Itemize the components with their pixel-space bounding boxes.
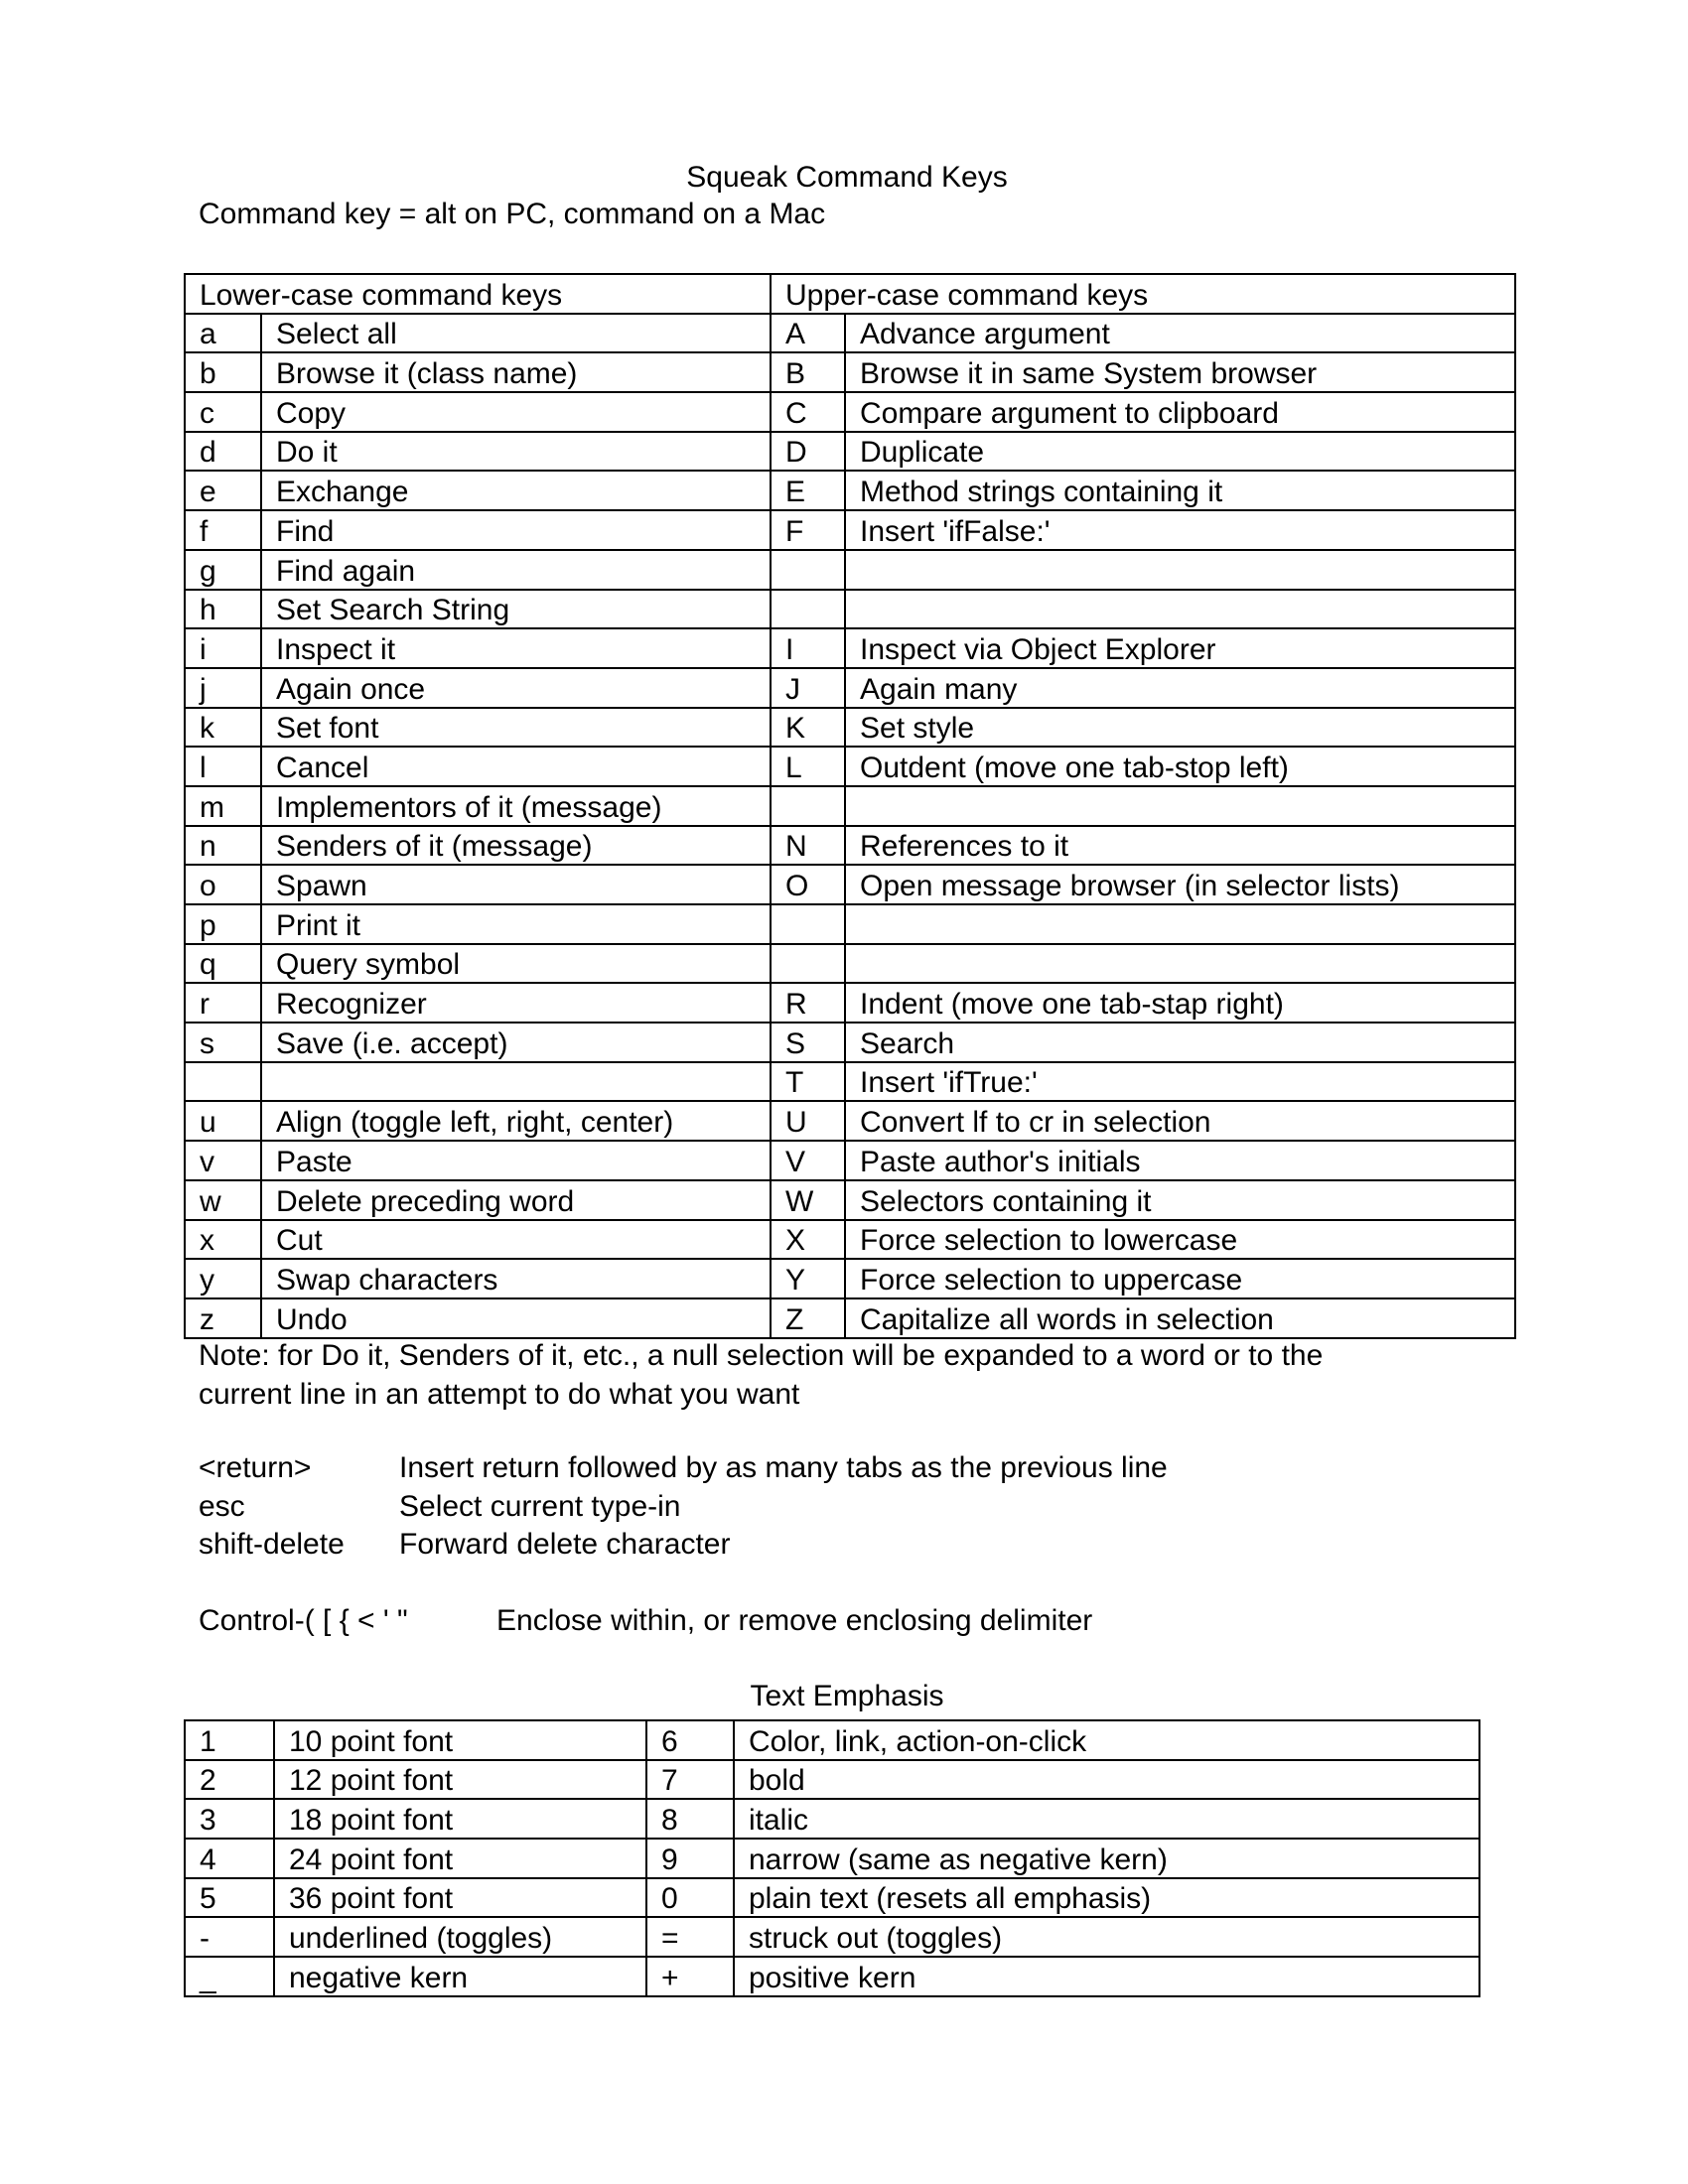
- upper-key-cell: [771, 550, 845, 590]
- upper-desc-cell: Force selection to uppercase: [845, 1259, 1515, 1298]
- table-row: [185, 1720, 1479, 1760]
- shortcut-desc-shift-delete: Forward delete character: [399, 1528, 731, 1561]
- upper-desc-cell: Method strings containing it: [845, 471, 1515, 510]
- table-row: [185, 1799, 1479, 1839]
- upper-key-cell: L: [771, 747, 845, 786]
- upper-key-cell: X: [771, 1220, 845, 1260]
- table-row: [185, 314, 1515, 353]
- table-row: [185, 983, 1515, 1023]
- lower-key-cell: c: [185, 392, 261, 432]
- page-subtitle: Command key = alt on PC, command on a Mac: [199, 198, 826, 230]
- text-emphasis-table-body: [185, 1720, 1479, 1996]
- upper-desc-cell: Insert 'ifTrue:': [845, 1062, 1515, 1102]
- upper-key-cell: [771, 590, 845, 629]
- table-row: [185, 471, 1515, 510]
- lower-key-cell: y: [185, 1259, 261, 1298]
- upper-key-cell: K: [771, 708, 845, 748]
- lower-desc-cell: Again once: [261, 668, 771, 708]
- table-row: [185, 1760, 1479, 1800]
- lower-key-cell: x: [185, 1220, 261, 1260]
- lower-desc-cell: Copy: [261, 392, 771, 432]
- emphasis-desc-cell: 24 point font: [274, 1839, 646, 1878]
- table-row: [185, 432, 1515, 472]
- table-row: [185, 628, 1515, 668]
- lower-desc-cell: Find again: [261, 550, 771, 590]
- lower-desc-cell: Select all: [261, 314, 771, 353]
- table-row: [185, 1957, 1479, 1996]
- lower-desc-cell: Save (i.e. accept): [261, 1023, 771, 1062]
- lower-key-cell: p: [185, 904, 261, 944]
- table-row: [185, 1259, 1515, 1298]
- emphasis-desc-cell: struck out (toggles): [734, 1917, 1479, 1957]
- table-row: [185, 1220, 1515, 1260]
- upper-key-cell: Z: [771, 1298, 845, 1338]
- upper-desc-cell: [845, 550, 1515, 590]
- table-row: [185, 1298, 1515, 1338]
- table-row: [185, 1917, 1479, 1957]
- shortcut-key-esc: esc: [199, 1490, 245, 1523]
- lower-key-cell: e: [185, 471, 261, 510]
- lower-desc-cell: Swap characters: [261, 1259, 771, 1298]
- lower-key-cell: g: [185, 550, 261, 590]
- upper-desc-cell: [845, 904, 1515, 944]
- text-emphasis-title: Text Emphasis: [750, 1680, 944, 1712]
- upper-key-cell: U: [771, 1101, 845, 1141]
- lower-key-cell: v: [185, 1141, 261, 1180]
- table-row: [185, 1878, 1479, 1918]
- emphasis-desc-cell: underlined (toggles): [274, 1917, 646, 1957]
- upper-key-cell: R: [771, 983, 845, 1023]
- shortcut-key-shift-delete: shift-delete: [199, 1528, 345, 1561]
- lower-desc-cell: Recognizer: [261, 983, 771, 1023]
- lower-desc-cell: Find: [261, 510, 771, 550]
- lower-key-cell: f: [185, 510, 261, 550]
- lower-key-cell: o: [185, 865, 261, 904]
- emphasis-desc-cell: bold: [734, 1760, 1479, 1800]
- upper-desc-cell: Convert lf to cr in selection: [845, 1101, 1515, 1141]
- upper-desc-cell: Browse it in same System browser: [845, 352, 1515, 392]
- upper-desc-cell: [845, 786, 1515, 826]
- upper-desc-cell: Insert 'ifFalse:': [845, 510, 1515, 550]
- command-keys-table: [184, 273, 1516, 1339]
- upper-key-cell: E: [771, 471, 845, 510]
- page-title-text: Squeak Command Keys: [686, 161, 1008, 194]
- page-title: [0, 161, 1688, 195]
- upper-desc-cell: Capitalize all words in selection: [845, 1298, 1515, 1338]
- upper-desc-cell: Indent (move one tab-stap right): [845, 983, 1515, 1023]
- upper-desc-cell: Paste author's initials: [845, 1141, 1515, 1180]
- upper-key-cell: V: [771, 1141, 845, 1180]
- lower-desc-cell: Spawn: [261, 865, 771, 904]
- lower-key-cell: u: [185, 1101, 261, 1141]
- lower-desc-cell: Align (toggle left, right, center): [261, 1101, 771, 1141]
- upper-case-header: Upper-case command keys: [771, 274, 1515, 314]
- lower-key-cell: w: [185, 1180, 261, 1220]
- upper-key-cell: [771, 904, 845, 944]
- upper-key-cell: D: [771, 432, 845, 472]
- table-row: [185, 826, 1515, 866]
- upper-desc-cell: Compare argument to clipboard: [845, 392, 1515, 432]
- table-row: [185, 392, 1515, 432]
- table-row: [185, 352, 1515, 392]
- note-line-1: Note: for Do it, Senders of it, etc., a null selection will be expanded to a word or to the: [199, 1339, 1324, 1372]
- emphasis-desc-cell: 10 point font: [274, 1720, 646, 1760]
- lower-desc-cell: Undo: [261, 1298, 771, 1338]
- upper-key-cell: B: [771, 352, 845, 392]
- table-row: [185, 747, 1515, 786]
- table-row: [185, 668, 1515, 708]
- text-emphasis-table: [184, 1719, 1480, 1997]
- table-row: [185, 1839, 1479, 1878]
- lower-desc-cell: Print it: [261, 904, 771, 944]
- lower-desc-cell: Cut: [261, 1220, 771, 1260]
- lower-key-cell: n: [185, 826, 261, 866]
- emphasis-desc-cell: narrow (same as negative kern): [734, 1839, 1479, 1878]
- upper-desc-cell: Open message browser (in selector lists): [845, 865, 1515, 904]
- lower-desc-cell: Exchange: [261, 471, 771, 510]
- emphasis-key-cell: 9: [646, 1839, 734, 1878]
- table-row: [185, 1062, 1515, 1102]
- lower-desc-cell: Implementors of it (message): [261, 786, 771, 826]
- lower-desc-cell: Senders of it (message): [261, 826, 771, 866]
- upper-desc-cell: Duplicate: [845, 432, 1515, 472]
- emphasis-key-cell: +: [646, 1957, 734, 1996]
- lower-key-cell: i: [185, 628, 261, 668]
- upper-desc-cell: [845, 944, 1515, 984]
- emphasis-key-cell: 4: [185, 1839, 274, 1878]
- lower-desc-cell: Set Search String: [261, 590, 771, 629]
- table-row: [185, 904, 1515, 944]
- table-row: [185, 550, 1515, 590]
- upper-key-cell: [771, 786, 845, 826]
- emphasis-desc-cell: positive kern: [734, 1957, 1479, 1996]
- emphasis-key-cell: 6: [646, 1720, 734, 1760]
- upper-desc-cell: Advance argument: [845, 314, 1515, 353]
- emphasis-desc-cell: Color, link, action-on-click: [734, 1720, 1479, 1760]
- table-row: [185, 1101, 1515, 1141]
- table-row: [185, 1023, 1515, 1062]
- table-row: [185, 944, 1515, 984]
- emphasis-key-cell: -: [185, 1917, 274, 1957]
- lower-key-cell: q: [185, 944, 261, 984]
- lower-key-cell: z: [185, 1298, 261, 1338]
- upper-desc-cell: References to it: [845, 826, 1515, 866]
- emphasis-key-cell: _: [185, 1957, 274, 1996]
- lower-key-cell: m: [185, 786, 261, 826]
- upper-key-cell: J: [771, 668, 845, 708]
- emphasis-desc-cell: italic: [734, 1799, 1479, 1839]
- lower-key-cell: h: [185, 590, 261, 629]
- shortcut-key-return: <return>: [199, 1451, 312, 1484]
- emphasis-desc-cell: 12 point font: [274, 1760, 646, 1800]
- upper-key-cell: A: [771, 314, 845, 353]
- lower-key-cell: s: [185, 1023, 261, 1062]
- emphasis-key-cell: 0: [646, 1878, 734, 1918]
- emphasis-key-cell: 7: [646, 1760, 734, 1800]
- emphasis-desc-cell: negative kern: [274, 1957, 646, 1996]
- upper-desc-cell: [845, 590, 1515, 629]
- lower-desc-cell: [261, 1062, 771, 1102]
- table-row: [185, 1141, 1515, 1180]
- upper-key-cell: F: [771, 510, 845, 550]
- emphasis-key-cell: 8: [646, 1799, 734, 1839]
- upper-key-cell: [771, 944, 845, 984]
- upper-desc-cell: Force selection to lowercase: [845, 1220, 1515, 1260]
- upper-desc-cell: Outdent (move one tab-stop left): [845, 747, 1515, 786]
- lower-desc-cell: Cancel: [261, 747, 771, 786]
- upper-key-cell: Y: [771, 1259, 845, 1298]
- upper-desc-cell: Inspect via Object Explorer: [845, 628, 1515, 668]
- lower-key-cell: r: [185, 983, 261, 1023]
- lower-desc-cell: Set font: [261, 708, 771, 748]
- upper-key-cell: N: [771, 826, 845, 866]
- lower-desc-cell: Inspect it: [261, 628, 771, 668]
- emphasis-desc-cell: 18 point font: [274, 1799, 646, 1839]
- table-row: [185, 590, 1515, 629]
- shortcut-desc-esc: Select current type-in: [399, 1490, 681, 1523]
- emphasis-key-cell: 3: [185, 1799, 274, 1839]
- lower-key-cell: k: [185, 708, 261, 748]
- table-row: [185, 786, 1515, 826]
- table-header-row: [185, 274, 1515, 314]
- emphasis-key-cell: 5: [185, 1878, 274, 1918]
- lower-desc-cell: Query symbol: [261, 944, 771, 984]
- lower-key-cell: j: [185, 668, 261, 708]
- table-row: [185, 1180, 1515, 1220]
- lower-desc-cell: Delete preceding word: [261, 1180, 771, 1220]
- lower-desc-cell: Browse it (class name): [261, 352, 771, 392]
- upper-desc-cell: Search: [845, 1023, 1515, 1062]
- upper-key-cell: C: [771, 392, 845, 432]
- control-delimiter-key: Control-( [ { < ' ": [199, 1604, 408, 1637]
- emphasis-key-cell: 1: [185, 1720, 274, 1760]
- upper-key-cell: S: [771, 1023, 845, 1062]
- command-keys-table-body: [185, 274, 1515, 1338]
- table-row: [185, 510, 1515, 550]
- upper-key-cell: I: [771, 628, 845, 668]
- table-row: [185, 708, 1515, 748]
- upper-desc-cell: Again many: [845, 668, 1515, 708]
- emphasis-key-cell: =: [646, 1917, 734, 1957]
- emphasis-key-cell: 2: [185, 1760, 274, 1800]
- lower-key-cell: l: [185, 747, 261, 786]
- lower-key-cell: [185, 1062, 261, 1102]
- upper-desc-cell: Selectors containing it: [845, 1180, 1515, 1220]
- emphasis-desc-cell: 36 point font: [274, 1878, 646, 1918]
- lower-key-cell: d: [185, 432, 261, 472]
- lower-key-cell: a: [185, 314, 261, 353]
- control-delimiter-desc: Enclose within, or remove enclosing delimiter: [496, 1604, 1093, 1637]
- lower-desc-cell: Do it: [261, 432, 771, 472]
- emphasis-desc-cell: plain text (resets all emphasis): [734, 1878, 1479, 1918]
- upper-key-cell: W: [771, 1180, 845, 1220]
- lower-case-header: Lower-case command keys: [185, 274, 771, 314]
- upper-desc-cell: Set style: [845, 708, 1515, 748]
- upper-key-cell: O: [771, 865, 845, 904]
- lower-desc-cell: Paste: [261, 1141, 771, 1180]
- shortcut-desc-return: Insert return followed by as many tabs as the previous line: [399, 1451, 1168, 1484]
- upper-key-cell: T: [771, 1062, 845, 1102]
- note-line-2: current line in an attempt to do what you want: [199, 1378, 800, 1411]
- lower-key-cell: b: [185, 352, 261, 392]
- table-row: [185, 865, 1515, 904]
